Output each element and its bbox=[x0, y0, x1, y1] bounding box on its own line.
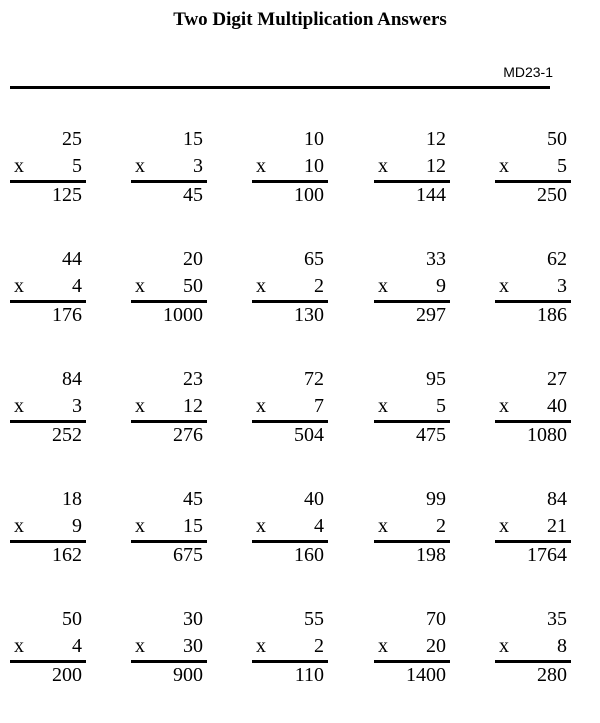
multiplier: 30 bbox=[183, 635, 203, 657]
multiplier: 3 bbox=[72, 395, 82, 417]
answer: 186 bbox=[537, 304, 567, 326]
times-sign: x bbox=[378, 635, 388, 657]
answer-bar bbox=[10, 420, 86, 423]
multiplier: 20 bbox=[426, 635, 446, 657]
multiplier: 9 bbox=[436, 275, 446, 297]
multiplicand: 10 bbox=[304, 128, 324, 150]
multiplicand: 50 bbox=[62, 608, 82, 630]
times-sign: x bbox=[14, 275, 24, 297]
multiplicand: 40 bbox=[304, 488, 324, 510]
answer-bar bbox=[374, 420, 450, 423]
answer-bar bbox=[10, 660, 86, 663]
multiplicand: 65 bbox=[304, 248, 324, 270]
multiplier: 10 bbox=[304, 155, 324, 177]
answer-bar bbox=[374, 660, 450, 663]
multiplicand: 62 bbox=[547, 248, 567, 270]
answer: 1080 bbox=[527, 424, 567, 446]
answer: 125 bbox=[52, 184, 82, 206]
times-sign: x bbox=[378, 395, 388, 417]
problem-3-5 bbox=[495, 368, 571, 448]
answer: 176 bbox=[52, 304, 82, 326]
multiplier: 2 bbox=[436, 515, 446, 537]
multiplicand: 18 bbox=[62, 488, 82, 510]
problem-2-4 bbox=[374, 248, 450, 328]
multiplier: 4 bbox=[72, 635, 82, 657]
multiplicand: 23 bbox=[183, 368, 203, 390]
multiplicand: 44 bbox=[62, 248, 82, 270]
times-sign: x bbox=[256, 155, 266, 177]
answer: 130 bbox=[294, 304, 324, 326]
times-sign: x bbox=[14, 155, 24, 177]
answer-bar bbox=[495, 180, 571, 183]
multiplicand: 72 bbox=[304, 368, 324, 390]
problem-5-2 bbox=[131, 608, 207, 688]
problem-5-5 bbox=[495, 608, 571, 688]
multiplier: 12 bbox=[183, 395, 203, 417]
problem-4-4 bbox=[374, 488, 450, 568]
times-sign: x bbox=[499, 635, 509, 657]
answer-bar bbox=[374, 540, 450, 543]
problem-4-1 bbox=[10, 488, 86, 568]
multiplicand: 84 bbox=[62, 368, 82, 390]
multiplicand: 35 bbox=[547, 608, 567, 630]
answer-bar bbox=[495, 660, 571, 663]
multiplicand: 20 bbox=[183, 248, 203, 270]
times-sign: x bbox=[256, 515, 266, 537]
answer: 250 bbox=[537, 184, 567, 206]
answer-bar bbox=[10, 300, 86, 303]
problem-3-4 bbox=[374, 368, 450, 448]
answer-bar bbox=[131, 660, 207, 663]
answer-bar bbox=[131, 540, 207, 543]
answer: 1400 bbox=[406, 664, 446, 686]
multiplier: 9 bbox=[72, 515, 82, 537]
answer: 110 bbox=[294, 664, 324, 686]
multiplicand: 95 bbox=[426, 368, 446, 390]
problem-2-3 bbox=[252, 248, 328, 328]
answer: 900 bbox=[173, 664, 203, 686]
answer: 198 bbox=[416, 544, 446, 566]
multiplier: 3 bbox=[193, 155, 203, 177]
answer-bar bbox=[374, 300, 450, 303]
times-sign: x bbox=[256, 275, 266, 297]
answer: 276 bbox=[173, 424, 203, 446]
multiplicand: 55 bbox=[304, 608, 324, 630]
times-sign: x bbox=[499, 395, 509, 417]
times-sign: x bbox=[499, 155, 509, 177]
multiplier: 50 bbox=[183, 275, 203, 297]
answer-bar bbox=[131, 300, 207, 303]
times-sign: x bbox=[135, 155, 145, 177]
times-sign: x bbox=[378, 155, 388, 177]
answer: 160 bbox=[294, 544, 324, 566]
problem-2-5 bbox=[495, 248, 571, 328]
problem-3-2 bbox=[131, 368, 207, 448]
answer-bar bbox=[252, 180, 328, 183]
times-sign: x bbox=[135, 395, 145, 417]
multiplicand: 27 bbox=[547, 368, 567, 390]
multiplier: 15 bbox=[183, 515, 203, 537]
multiplicand: 30 bbox=[183, 608, 203, 630]
answer-bar bbox=[10, 540, 86, 543]
answer: 252 bbox=[52, 424, 82, 446]
multiplier: 21 bbox=[547, 515, 567, 537]
multiplicand: 33 bbox=[426, 248, 446, 270]
multiplicand: 45 bbox=[183, 488, 203, 510]
times-sign: x bbox=[135, 275, 145, 297]
answer: 297 bbox=[416, 304, 446, 326]
answer: 200 bbox=[52, 664, 82, 686]
answer-bar bbox=[495, 420, 571, 423]
problem-3-3 bbox=[252, 368, 328, 448]
problem-1-3 bbox=[252, 128, 328, 208]
answer-bar bbox=[131, 420, 207, 423]
problem-1-1 bbox=[10, 128, 86, 208]
multiplier: 4 bbox=[72, 275, 82, 297]
answer-bar bbox=[252, 660, 328, 663]
answer-bar bbox=[252, 420, 328, 423]
times-sign: x bbox=[256, 635, 266, 657]
multiplier: 2 bbox=[314, 275, 324, 297]
multiplicand: 12 bbox=[426, 128, 446, 150]
multiplier: 8 bbox=[557, 635, 567, 657]
answer-bar bbox=[10, 180, 86, 183]
answer-bar bbox=[131, 180, 207, 183]
multiplicand: 99 bbox=[426, 488, 446, 510]
answer: 475 bbox=[416, 424, 446, 446]
problem-5-3 bbox=[252, 608, 328, 688]
answer-bar bbox=[252, 300, 328, 303]
multiplier: 5 bbox=[557, 155, 567, 177]
times-sign: x bbox=[499, 275, 509, 297]
answer: 162 bbox=[52, 544, 82, 566]
multiplier: 4 bbox=[314, 515, 324, 537]
times-sign: x bbox=[14, 635, 24, 657]
multiplier: 7 bbox=[314, 395, 324, 417]
worksheet-code: MD23-1 bbox=[503, 64, 553, 80]
problem-1-5 bbox=[495, 128, 571, 208]
multiplier: 3 bbox=[557, 275, 567, 297]
answer: 1764 bbox=[527, 544, 567, 566]
problem-1-2 bbox=[131, 128, 207, 208]
multiplier: 2 bbox=[314, 635, 324, 657]
answer-bar bbox=[374, 180, 450, 183]
multiplicand: 15 bbox=[183, 128, 203, 150]
answer: 144 bbox=[416, 184, 446, 206]
problem-2-1 bbox=[10, 248, 86, 328]
worksheet-title: Two Digit Multiplication Answers bbox=[173, 9, 447, 30]
multiplicand: 50 bbox=[547, 128, 567, 150]
answer-bar bbox=[495, 300, 571, 303]
problem-5-1 bbox=[10, 608, 86, 688]
multiplier: 12 bbox=[426, 155, 446, 177]
times-sign: x bbox=[14, 515, 24, 537]
answer: 1000 bbox=[163, 304, 203, 326]
times-sign: x bbox=[378, 515, 388, 537]
problem-4-5 bbox=[495, 488, 571, 568]
times-sign: x bbox=[135, 635, 145, 657]
multiplicand: 70 bbox=[426, 608, 446, 630]
multiplier: 5 bbox=[72, 155, 82, 177]
multiplicand: 84 bbox=[547, 488, 567, 510]
times-sign: x bbox=[499, 515, 509, 537]
multiplicand: 25 bbox=[62, 128, 82, 150]
problem-4-2 bbox=[131, 488, 207, 568]
answer: 100 bbox=[294, 184, 324, 206]
answer-bar bbox=[252, 540, 328, 543]
answer: 504 bbox=[294, 424, 324, 446]
problem-4-3 bbox=[252, 488, 328, 568]
times-sign: x bbox=[378, 275, 388, 297]
answer: 45 bbox=[183, 184, 203, 206]
times-sign: x bbox=[14, 395, 24, 417]
multiplier: 5 bbox=[436, 395, 446, 417]
problem-5-4 bbox=[374, 608, 450, 688]
problem-1-4 bbox=[374, 128, 450, 208]
times-sign: x bbox=[256, 395, 266, 417]
answer: 675 bbox=[173, 544, 203, 566]
multiplier: 40 bbox=[547, 395, 567, 417]
answer: 280 bbox=[537, 664, 567, 686]
problem-2-2 bbox=[131, 248, 207, 328]
problem-3-1 bbox=[10, 368, 86, 448]
answer-bar bbox=[495, 540, 571, 543]
times-sign: x bbox=[135, 515, 145, 537]
